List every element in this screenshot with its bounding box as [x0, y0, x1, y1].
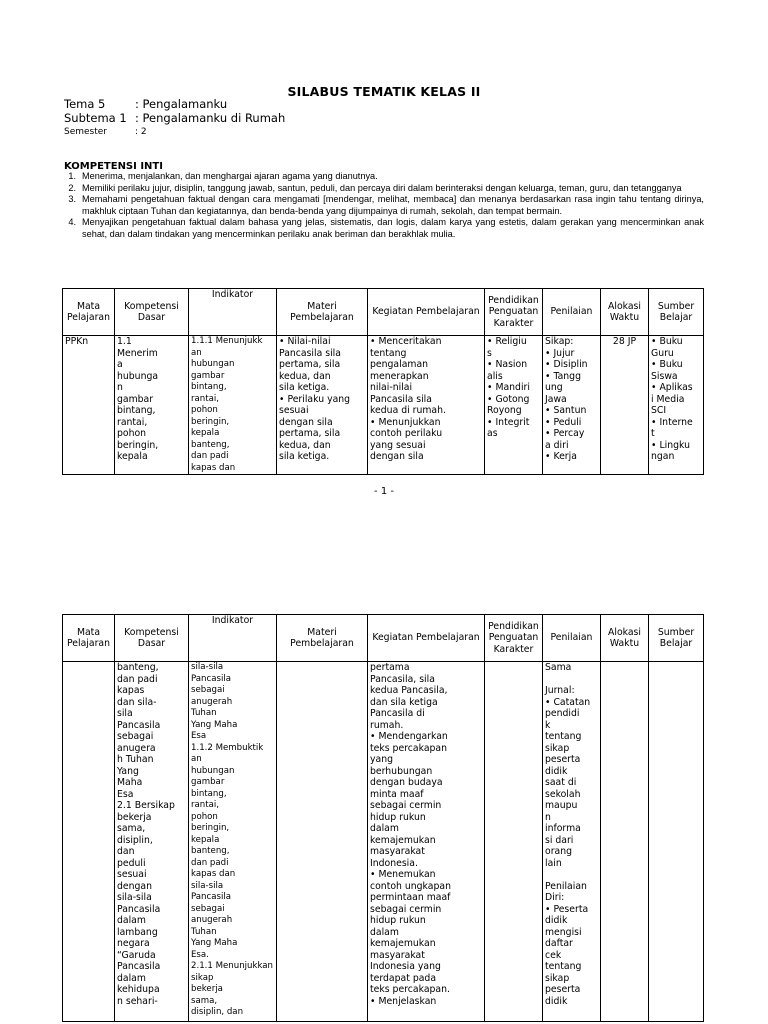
col-header-sumber: Sumber Belajar — [649, 289, 704, 336]
kompetensi-inti-list — [64, 171, 704, 241]
col-header-penilaian: Penilaian — [543, 289, 601, 336]
col-header-mapel: Mata Pelajaran — [63, 289, 115, 336]
tema-label: Tema 5 — [64, 97, 106, 111]
cell-karakter: • Religiu s • Nasion alis • Mandiri • Gotong Royong • Integrit as — [485, 336, 543, 475]
cell-mapel: PPKn — [63, 336, 115, 475]
col-header-penilaian: Penilaian — [543, 615, 601, 662]
cell-kd: 1.1 Menerim a hubunga n gambar bintang, rantai, pohon beringin, kepala — [115, 336, 189, 475]
table-row — [63, 662, 704, 1022]
col-header-indikator: Indikator — [189, 289, 277, 336]
cell-alokasi — [601, 662, 649, 1022]
page-number: - 1 - — [374, 486, 394, 497]
cell-alokasi: 28 JP — [601, 336, 649, 475]
cell-sumber: • Buku Guru • Buku Siswa • Aplikas i Media SCI • Interne t • Lingku ngan — [649, 336, 704, 475]
cell-penilaian: Sikap: • Jujur • Disiplin • Tangg ung Jawa • Santun • Peduli • Percay a diri • Kerja — [543, 336, 601, 475]
col-header-kd: Kompetensi Dasar — [115, 615, 189, 662]
col-header-materi: Materi Pembelajaran — [277, 289, 368, 336]
cell-materi: • Nilai-nilai Pancasila sila pertama, sila kedua, dan sila ketiga. • Perilaku yang sesuai dengan sila pertama, sila kedua, dan sila ketiga. — [277, 336, 368, 475]
col-header-mapel: Mata Pelajaran — [63, 615, 115, 662]
col-header-kegiatan: Kegiatan Pembelajaran — [368, 289, 485, 336]
col-header-alokasi: Alokasi Waktu — [601, 289, 649, 336]
ki-item: 1. Menerima, menjalankan, dan menghargai ajaran agama yang dianutnya. — [68, 171, 378, 181]
semester-value: : 2 — [135, 127, 147, 137]
cell-indikator: 1.1.1 Menunjukk an hubungan gambar bintang, rantai, pohon beringin, kepala banteng, dan padi kapas dan — [189, 336, 277, 475]
cell-karakter — [485, 662, 543, 1022]
semester-label: Semester — [64, 127, 108, 137]
document-title: SILABUS TEMATIK KELAS II — [287, 84, 481, 99]
cell-penilaian: Sama Jurnal: • Catatan pendidi k tentang sikap peserta didik saat di sekolah maupu n informa si dari orang lain Penilaian Diri: • Peserta didik mengisi daftar cek tentang sikap peserta didik — [543, 662, 601, 1022]
kompetensi-inti-heading: KOMPETENSI INTI — [64, 161, 163, 172]
cell-indikator: sila-sila Pancasila sebagai anugerah Tuhan Yang Maha Esa 1.1.2 Membuktik an hubungan gambar bintang, rantai, pohon beringin, kepala banteng, dan padi kapas dan sila-sila Pancasila sebagai anugerah Tuhan Yang Maha Esa. 2.1.1 Menunjukkan sikap bekerja sama, disiplin, dan — [189, 662, 277, 1022]
ki-item: 3. Memahami pengetahuan faktual dengan cara mengamati [mendengar, melihat, membaca] dan menanya berdasarkan rasa ingin tahu tentang dirinya, makhluk ciptaan Tuhan dan kegiatannya, dan benda-benda yang dijumpainya di rumah, sekolah, dan tempat bermain. — [68, 194, 704, 216]
col-header-kegiatan: Kegiatan Pembelajaran — [368, 615, 485, 662]
syllabus-table-page-1 — [62, 288, 704, 475]
cell-sumber — [649, 662, 704, 1022]
col-header-karakter: Pendidikan Penguatan Karakter — [485, 289, 543, 336]
col-header-karakter: Pendidikan Penguatan Karakter — [485, 615, 543, 662]
cell-kegiatan: pertama Pancasila, sila kedua Pancasila, dan sila ketiga Pancasila di rumah. • Mendengarkan teks percakapan yang berhubungan dengan budaya minta maaf sebagai cermin hidup rukun dalam kemajemukan masyarakat Indonesia. • Menemukan contoh ungkapan permintaan maaf sebagai cermin hidup rukun dalam kemajemukan masyarakat Indonesia yang terdapat pada teks percakapan. • Menjelaskan — [368, 662, 485, 1022]
subtema-value: : Pengalamanku di Rumah — [135, 111, 286, 125]
col-header-kd: Kompetensi Dasar — [115, 289, 189, 336]
cell-mapel — [63, 662, 115, 1022]
ki-item: 4. Menyajikan pengetahuan faktual dalam bahasa yang jelas, sistematis, dan logis, dalam karya yang estetis, dalam gerakan yang mencerminkan anak sehat, dan dalam tindakan yang mencerminkan perilaku anak beriman dan berakhlak mulia. — [68, 217, 704, 239]
tema-value: : Pengalamanku — [135, 97, 228, 111]
table-row — [63, 336, 704, 475]
col-header-indikator: Indikator — [189, 615, 277, 662]
subtema-label: Subtema 1 — [64, 111, 127, 125]
cell-kegiatan: • Menceritakan tentang pengalaman menerapkan nilai-nilai Pancasila sila kedua di rumah. • Menunjukkan contoh perilaku yang sesuai dengan sila — [368, 336, 485, 475]
cell-materi — [277, 662, 368, 1022]
col-header-alokasi: Alokasi Waktu — [601, 615, 649, 662]
col-header-materi: Materi Pembelajaran — [277, 615, 368, 662]
col-header-sumber: Sumber Belajar — [649, 615, 704, 662]
syllabus-table-page-2 — [62, 614, 704, 1022]
cell-kd: banteng, dan padi kapas dan sila- sila Pancasila sebagai anugera h Tuhan Yang Maha Esa 2.1 Bersikap bekerja sama, disiplin, dan peduli sesuai dengan sila-sila Pancasila dalam lambang negara “Garuda Pancasila dalam kehidupa n sehari- — [115, 662, 189, 1022]
ki-item: 2. Memiliki perilaku jujur, disiplin, tanggung jawab, santun, peduli, dan percaya diri dalam berinteraksi dengan keluarga, teman, guru, dan tetangganya — [68, 182, 682, 193]
